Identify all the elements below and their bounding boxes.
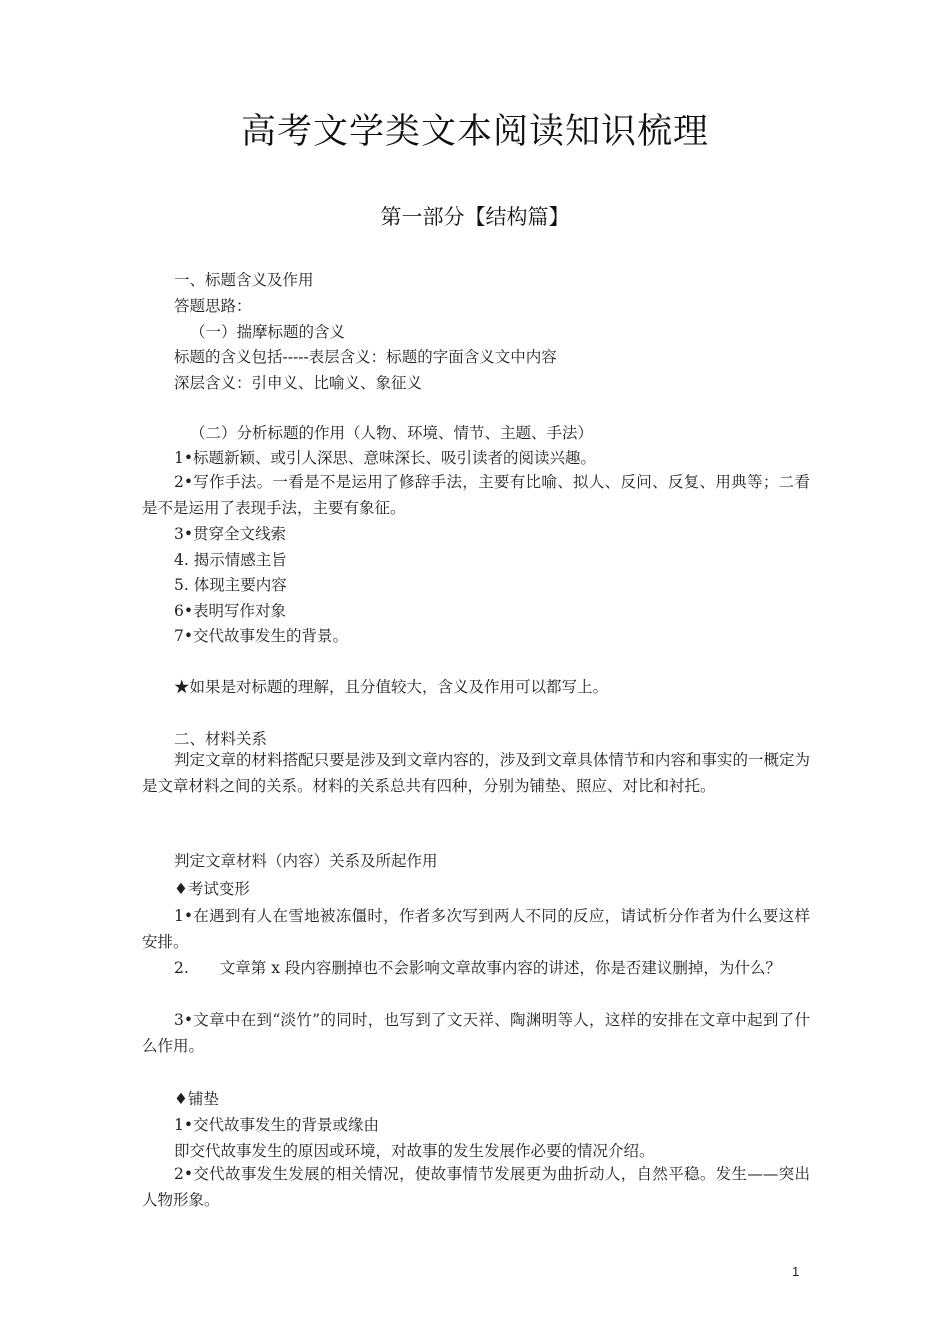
material-paragraph: 判定文章的材料搭配只要是涉及到文章内容的，涉及到文章具体情节和内容和事实的一概定为是文章材料之间的关系。材料的关系总共有四种，分别为铺垫、照应、对比和衬托。 xyxy=(142,751,810,795)
subsection-heading-function: （二）分析标题的作用（人物、环境、情节、主题、手法） xyxy=(190,424,594,442)
star-note: ★如果是对标题的理解，且分值较大，含义及作用可以都写上。 xyxy=(174,678,609,696)
pave-item-2: 2•交代故事发生发展的相关情况，使故事情节发展更为曲折动人，自然平稳。发生——突出人物形象。 xyxy=(142,1165,810,1209)
function-item-3: 3•贯穿全文线索 xyxy=(174,525,287,543)
pave-item-1-desc: 即交代故事发生的原因或环境，对故事的发生发展作必要的情况介绍。 xyxy=(174,1142,655,1160)
page-number: 1 xyxy=(792,1264,800,1279)
exam-question-3: 3•文章中在到“淡竹”的同时，也写到了文天祥、陶渊明等人，这样的安排在文章中起到了什么作用。 xyxy=(142,1011,810,1055)
function-item-2: 2•写作手法。一看是不是运用了修辞手法，主要有比喻、拟人、反问、反复、用典等；二看是不是运用了表现手法，主要有象征。 xyxy=(142,473,810,517)
function-item-6: 6•表明写作对象 xyxy=(174,602,287,620)
function-item-4: 4. 揭示情感主旨 xyxy=(174,551,287,569)
exam-question-2: 2. 文章第 x 段内容删掉也不会影响文章故事内容的讲述，你是否建议删掉，为什么？ xyxy=(174,959,781,977)
answer-approach-label: 答题思路： xyxy=(174,297,252,315)
section-heading-material: 二、材料关系 xyxy=(174,730,268,748)
subsection-heading-meaning: （一）揣摩标题的含义 xyxy=(190,323,346,341)
pave-heading: ♦铺垫 xyxy=(174,1090,219,1108)
section-heading-title-meaning: 一、标题含义及作用 xyxy=(174,271,314,289)
exam-variant-heading: ♦考试变形 xyxy=(174,880,250,898)
judge-heading: 判定文章材料（内容）关系及所起作用 xyxy=(174,852,438,870)
exam-question-1: 1•在遇到有人在雪地被冻僵时，作者多次写到两人不同的反应，请试析分作者为什么要这样安排。 xyxy=(142,907,810,951)
function-item-1: 1•标题新颖、或引人深思、意味深长、吸引读者的阅读兴趣。 xyxy=(174,449,597,467)
surface-meaning-text: 标题的含义包括-----表层含义：标题的字面含义文中内容 xyxy=(174,348,557,366)
document-title: 高考文学类文本阅读知识梳理 xyxy=(240,112,709,152)
function-item-5: 5. 体现主要内容 xyxy=(174,576,287,594)
function-item-7: 7•交代故事发生的背景。 xyxy=(174,627,349,645)
part-heading: 第一部分【结构篇】 xyxy=(380,205,570,229)
pave-item-1: 1•交代故事发生的背景或缘由 xyxy=(174,1116,380,1134)
deep-meaning-text: 深层含义：引申义、比喻义、象征义 xyxy=(174,374,423,392)
